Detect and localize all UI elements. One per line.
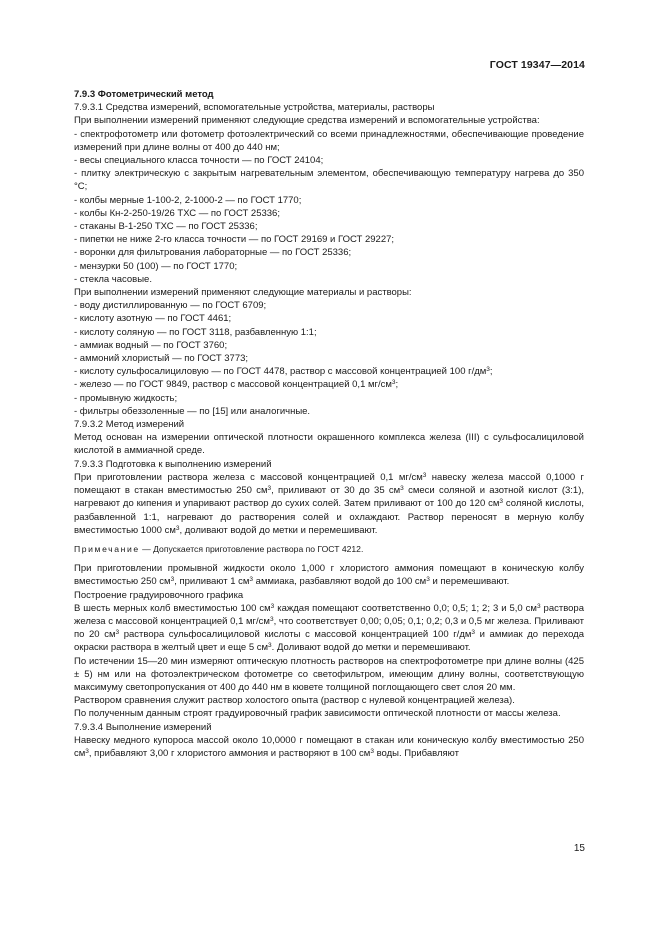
list-item: - пипетки не ниже 2-го класса точности — по ГОСТ 29169 и ГОСТ 29227; <box>74 234 395 246</box>
text-run: Навеску медного купороса массой около 10,0000 г помещают в стакан или коническую колбу вместимостью 250 см <box>74 734 584 759</box>
list-item: - плитку электрическую с закрытым нагревательным элементом, обеспечивающую температуру нагрева до 350 °С; <box>74 168 584 193</box>
paragraph: По истечении 15—20 мин измеряют оптическую плотность растворов на спектрофотометре при длине волны (425 ± 5) нм или на фотоэлектрическом фотометре со светофильтром, имеющим длину волны, соответствующую максимуму светопропускания от 400 до 440 нм в кювете толщиной поглощающего свет слоя 20 мм. <box>74 655 584 693</box>
list-item <box>74 378 584 391</box>
superscript: 3 <box>115 629 120 637</box>
text-run: , доливают водой до метки и перемешивают. <box>179 524 378 536</box>
text-run: воды. Прибавляют <box>373 747 459 759</box>
list-item: - воду дистиллированную — по ГОСТ 6709; <box>74 300 267 312</box>
superscript: 3 <box>486 366 490 374</box>
superscript: 3 <box>426 576 430 584</box>
materials-intro: При выполнении измерений применяют следующие материалы и растворы: <box>74 287 412 299</box>
superscript: 3 <box>267 485 272 493</box>
text-run: раствора сульфосалициловой кислоты с массовой концентрацией 100 г/дм <box>119 629 472 641</box>
list-item: - кислоту азотную — по ГОСТ 4461; <box>74 313 232 325</box>
document-header: ГОСТ 19347—2014 <box>489 59 585 71</box>
text-run: соляной кислоты, разбавленной 1:1, нагревают до растворения солей и охлаждают. Раствор переносят в мерную колбу вместимостью 1000 см <box>74 498 584 536</box>
paragraph: По полученным данным строят градуировочный график зависимости оптической плотности от массы железа. <box>74 708 561 720</box>
list-item: - аммоний хлористый — по ГОСТ 3773; <box>74 353 249 365</box>
text-run: - железо — по ГОСТ 9849, раствор с массовой концентрацией 0,1 мг/см <box>74 379 392 391</box>
text-run: - кислоту сульфосалициловую — по ГОСТ 4478, раствор с массовой концентрацией 100 г/дм <box>74 366 487 378</box>
text-run: ; <box>395 379 399 391</box>
superscript: 3 <box>536 602 541 610</box>
subsection-title-2: 7.9.3.2 Метод измерений <box>74 419 185 431</box>
text-run: и перемешивают. <box>429 576 510 588</box>
paragraph <box>74 734 584 760</box>
list-item: - весы специального класса точности — по ГОСТ 24104; <box>74 155 324 167</box>
list-item: - кислоту соляную — по ГОСТ 3118, разбавленную 1:1; <box>74 326 317 338</box>
superscript: 3 <box>175 524 180 532</box>
superscript: 3 <box>422 471 427 479</box>
list-item: - стекла часовые. <box>74 273 152 285</box>
list-item: - колбы мерные 1-100-2, 2-1000-2 — по ГОСТ 1770; <box>74 194 302 206</box>
list-item: - мензурки 50 (100) — по ГОСТ 1770; <box>74 260 238 272</box>
note-text: — Допускается приготовление раствора по ГОСТ 4212. <box>139 543 364 554</box>
list-item: - аммиак водный — по ГОСТ 3760; <box>74 339 228 351</box>
graph-title: Построение градуировочного графика <box>74 589 244 601</box>
text-run: , прибавляют 3,00 г хлористого аммония и растворяют в 100 см <box>88 747 371 759</box>
text-run: , приливают 1 см <box>174 576 250 588</box>
list-item: - колбы Кн-2-250-19/26 ТХС — по ГОСТ 25336; <box>74 207 280 219</box>
paragraph <box>74 562 584 588</box>
text-run: При приготовлении раствора железа с массовой концентрацией 0,1 мг/см <box>74 471 423 483</box>
text-run: ; <box>489 366 493 378</box>
list-item <box>74 365 584 378</box>
note-label: Примечание <box>74 543 140 554</box>
paragraph <box>74 602 584 655</box>
superscript: 3 <box>499 498 504 506</box>
text-run: . Доливают водой до метки и перемешивают. <box>271 642 471 654</box>
superscript: 3 <box>249 576 254 584</box>
document-body <box>74 88 584 760</box>
list-item: - спектрофотометр или фотометр фотоэлектрический со всеми принадлежностями, обеспечивающие проведение измерений при длине волны от 400 до 440 нм; <box>74 128 584 153</box>
superscript: 3 <box>170 576 175 584</box>
text-run: каждая помещают соответственно 0,0; 0,5; 1; 2; 3 и 5,0 см <box>274 602 537 614</box>
text-run: и аммиак до перехода окраски раствора в желтый цвет и еще 5 см <box>74 629 584 654</box>
paragraph: Метод основан на измерении оптической плотности окрашенного комплекса железа (III) с сульфосалициловой кислотой в аммиачной среде. <box>74 432 584 457</box>
text-run: При приготовлении промывной жидкости около 1,000 г хлористого аммония помещают в коническую колбу вместимостью 250 см <box>74 563 584 588</box>
text-run: смеси соляной и азотной кислот (3:1), нагревают до кипения и упаривают раствор до сухих солей. Затем приливают от 100 до 120 см <box>74 485 584 510</box>
text-run: , приливают от 30 до 35 см <box>271 485 401 497</box>
subsection-title-3: 7.9.3.3 Подготовка к выполнению измерений <box>74 458 272 470</box>
superscript: 3 <box>270 602 275 610</box>
superscript: 3 <box>268 642 272 650</box>
superscript: 3 <box>391 379 396 387</box>
text-run: навеску железа массой 0,1000 г помещают в стакан вместимостью 250 см <box>74 471 585 497</box>
subsection-title-4: 7.9.3.4 Выполнение измерений <box>74 721 212 733</box>
text-run: В шесть мерных колб вместимостью 100 см <box>74 602 271 614</box>
text-run: раствора железа с массовой концентрацией 0,1 мг/см <box>74 602 584 627</box>
subsection-title-1: 7.9.3.1 Средства измерений, вспомогательные устройства, материалы, растворы <box>74 102 435 114</box>
paragraph <box>74 471 584 537</box>
list-item: - фильтры обеззоленные — по [15] или аналогичные. <box>74 405 311 417</box>
list-item: - стаканы В-1-250 ТХС — по ГОСТ 25336; <box>74 221 258 233</box>
superscript: 3 <box>269 615 274 623</box>
superscript: 3 <box>400 485 404 493</box>
text-run: , что соответствует 0,00; 0,05; 0,1; 0,2; 0,3 и 0,5 мг железа. Приливают по 20 см <box>74 615 584 641</box>
paragraph: Раствором сравнения служит раствор холостого опыта (раствор с нулевой концентрацией железа). <box>74 695 515 707</box>
superscript: 3 <box>370 747 374 755</box>
list-item: - воронки для фильтрования лабораторные — по ГОСТ 25336; <box>74 247 352 259</box>
means-intro: При выполнении измерений применяют следующие средства измерений и вспомогательные устройства: <box>74 115 540 127</box>
note <box>74 543 584 556</box>
superscript: 3 <box>471 629 476 637</box>
text-run: аммиака, разбавляют водой до 100 см <box>253 576 427 588</box>
superscript: 3 <box>85 747 89 755</box>
page-number: 15 <box>573 843 585 854</box>
list-item: - промывную жидкость; <box>74 392 178 404</box>
section-heading: 7.9.3 Фотометрический метод <box>74 89 214 100</box>
